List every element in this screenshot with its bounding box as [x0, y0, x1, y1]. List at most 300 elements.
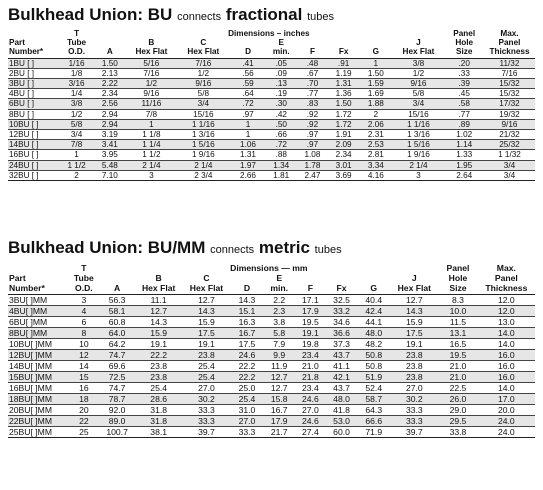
section-fractional	[8, 5, 535, 181]
header-od: O.D.	[68, 283, 99, 295]
table-cell: 2.53	[359, 140, 392, 150]
table-cell: 37.3	[326, 339, 357, 350]
table-cell: 1/8	[60, 68, 93, 78]
table-cell: 23.8	[390, 372, 438, 383]
part-number-cell: 18BU[ ]MM	[8, 394, 68, 405]
title-tubes: tubes	[314, 244, 342, 256]
header-part: Part	[9, 273, 26, 283]
table-cell: 1.69	[359, 89, 392, 99]
table-cell: 89.0	[99, 416, 134, 427]
header-j: J	[416, 38, 421, 48]
table-cell: .91	[328, 58, 359, 68]
table-cell: 2.06	[359, 119, 392, 129]
part-number-cell: 3BU[ ]MM	[8, 295, 68, 306]
table-cell: 15/32	[484, 89, 535, 99]
table-cell: .97	[230, 109, 265, 119]
table-cell: 31.8	[135, 416, 183, 427]
table-cell: 19.8	[295, 339, 326, 350]
table-cell: 14.3	[135, 317, 183, 328]
table-cell: .48	[297, 58, 328, 68]
table-cell: 1.50	[359, 68, 392, 78]
table-row	[8, 119, 535, 129]
header-tube: Tube	[73, 273, 94, 283]
header-blank	[297, 38, 328, 47]
header-e: E	[278, 38, 284, 48]
metric-table	[8, 263, 535, 438]
header-blank	[357, 273, 390, 283]
header-g: G	[357, 283, 390, 295]
table-cell: 1	[126, 119, 176, 129]
table-cell: 1 3/16	[176, 130, 230, 140]
part-number-cell: 6BU[ ]MM	[8, 317, 68, 328]
table-cell: 22	[68, 416, 99, 427]
table-cell: 25/32	[484, 140, 535, 150]
table-cell: 29.5	[438, 416, 477, 427]
table-cell: 9/16	[176, 79, 230, 89]
table-row	[8, 405, 535, 416]
header-od: O.D.	[60, 47, 93, 58]
table-cell: 1.59	[359, 79, 392, 89]
table-cell: 27.0	[295, 405, 326, 416]
table-cell: 2.56	[93, 99, 126, 109]
table-cell: 2.2	[264, 295, 295, 306]
table-cell: 17.5	[183, 328, 231, 339]
part-number-cell: 4BU[ ]MM	[8, 306, 68, 317]
table-cell: 2 1/4	[392, 160, 444, 170]
table-cell: 64.3	[357, 405, 390, 416]
table-cell: 16.0	[478, 361, 535, 372]
table-cell: 74.7	[99, 383, 134, 394]
table-cell: 24.6	[230, 350, 263, 361]
table-cell: 15/16	[176, 109, 230, 119]
table-cell: .70	[297, 79, 328, 89]
table-cell: 3/4	[484, 170, 535, 180]
table-cell: 53.0	[326, 416, 357, 427]
table-cell: 3/4	[484, 160, 535, 170]
table-cell: 22.2	[230, 361, 263, 372]
table-cell: 1.72	[328, 119, 359, 129]
header-c-hexflat: Hex Flat	[176, 47, 230, 58]
header-tube-letter: T	[74, 29, 80, 38]
header-c: C	[200, 38, 207, 48]
part-number-cell: 24BU [ ]	[8, 160, 60, 170]
table-cell: 14.3	[183, 306, 231, 317]
table-cell: 48.0	[357, 328, 390, 339]
table-cell: 1 1/32	[484, 150, 535, 160]
table-cell: 12.7	[183, 295, 231, 306]
table-cell: 12.7	[390, 295, 438, 306]
table-cell: 17/32	[484, 99, 535, 109]
header-row	[8, 263, 535, 273]
table-cell: 52.4	[357, 383, 390, 394]
table-row	[8, 372, 535, 383]
table-cell: 27.0	[230, 416, 263, 427]
table-cell: 1 1/2	[126, 150, 176, 160]
table-cell: 1/4	[60, 89, 93, 99]
table-cell: 20	[68, 405, 99, 416]
table-cell: .97	[297, 130, 328, 140]
table-cell: 1 1/2	[60, 160, 93, 170]
title-main: Bulkhead Union: BU/MM	[8, 238, 206, 257]
table-cell: 23.4	[295, 350, 326, 361]
table-cell: 14.0	[478, 339, 535, 350]
table-cell: 3/4	[60, 130, 93, 140]
header-fx: Fx	[326, 283, 357, 295]
part-number-cell: 8BU [ ]	[8, 109, 60, 119]
table-cell: 23.8	[390, 361, 438, 372]
table-cell: 1.19	[328, 68, 359, 78]
table-cell: 2 1/4	[126, 160, 176, 170]
table-cell: 3	[392, 170, 444, 180]
table-cell: .64	[230, 89, 265, 99]
fractional-table-header	[8, 29, 535, 58]
table-cell: 15/32	[484, 79, 535, 89]
table-cell: .33	[444, 68, 483, 78]
table-cell: 23.4	[295, 383, 326, 394]
table-cell: 1.06	[230, 140, 265, 150]
table-cell: 1	[230, 119, 265, 129]
table-cell: 43.7	[326, 383, 357, 394]
table-cell: 15.9	[183, 317, 231, 328]
table-cell: 19.1	[390, 339, 438, 350]
table-cell: 9/16	[484, 119, 535, 129]
header-panel: Panel	[446, 263, 470, 273]
table-cell: .30	[266, 99, 297, 109]
table-cell: 39.7	[183, 427, 231, 438]
table-cell: .66	[266, 130, 297, 140]
table-row	[8, 160, 535, 170]
table-cell: 18	[68, 394, 99, 405]
table-cell: 19.1	[183, 339, 231, 350]
part-number-cell: 10BU [ ]	[8, 119, 60, 129]
table-cell: 22.2	[135, 350, 183, 361]
table-cell: 1 9/16	[392, 150, 444, 160]
table-cell: 1	[60, 150, 93, 160]
part-number-cell: 6BU [ ]	[8, 99, 60, 109]
table-cell: 17.1	[295, 295, 326, 306]
table-cell: 1.31	[328, 79, 359, 89]
table-cell: 44.1	[357, 317, 390, 328]
table-cell: 14.3	[230, 295, 263, 306]
table-cell: 1.34	[266, 160, 297, 170]
header-tube-letter: T	[81, 263, 87, 273]
table-cell: 5/8	[392, 89, 444, 99]
table-cell: 23.8	[135, 361, 183, 372]
table-cell: 11/32	[484, 58, 535, 68]
table-cell: 1.72	[328, 109, 359, 119]
header-hole: Hole	[448, 273, 468, 283]
fractional-table-body	[8, 58, 535, 180]
table-cell: 25.0	[230, 383, 263, 394]
header-f: F	[297, 47, 328, 58]
table-cell: 12.7	[135, 306, 183, 317]
table-cell: 3	[126, 170, 176, 180]
table-cell: 21/32	[484, 130, 535, 140]
table-cell: .20	[444, 58, 483, 68]
table-cell: 3.8	[264, 317, 295, 328]
table-cell: 60.0	[326, 427, 357, 438]
metric-table-body	[8, 295, 535, 438]
table-cell: 64.2	[99, 339, 134, 350]
header-b-hexflat: Hex Flat	[126, 47, 176, 58]
header-e: E	[276, 273, 283, 283]
header-c: C	[203, 273, 210, 283]
table-cell: 48.2	[357, 339, 390, 350]
table-cell: 1	[230, 130, 265, 140]
table-cell: .92	[297, 109, 328, 119]
table-cell: 26.0	[438, 394, 477, 405]
table-cell: 1.02	[444, 130, 483, 140]
table-cell: 3.41	[93, 140, 126, 150]
header-a: A	[99, 283, 134, 295]
table-cell: 21.0	[438, 372, 477, 383]
table-cell: 1 1/16	[176, 119, 230, 129]
table-cell: .89	[444, 119, 483, 129]
table-row	[8, 383, 535, 394]
table-cell: 19.5	[438, 350, 477, 361]
table-cell: 15	[68, 372, 99, 383]
table-cell: 21.7	[264, 427, 295, 438]
table-cell: 21.8	[295, 372, 326, 383]
table-cell: 2.3	[264, 306, 295, 317]
header-dimensions: Dimensions — mm	[230, 263, 308, 273]
table-cell: 12.0	[478, 295, 535, 306]
table-cell: 1.31	[230, 150, 265, 160]
table-cell: 1.33	[444, 150, 483, 160]
table-cell: 16.7	[264, 405, 295, 416]
table-cell: .50	[266, 119, 297, 129]
table-cell: 1.50	[93, 58, 126, 68]
title-connects: connects	[177, 11, 222, 23]
header-fx: Fx	[328, 47, 359, 58]
table-cell: 2 3/4	[176, 170, 230, 180]
table-cell: 5/8	[60, 119, 93, 129]
table-row	[8, 99, 535, 109]
table-cell: 23.8	[183, 350, 231, 361]
table-cell: 1 1/8	[126, 130, 176, 140]
table-cell: 2	[359, 109, 392, 119]
header-blank	[99, 273, 134, 283]
table-cell: 22.5	[438, 383, 477, 394]
table-cell: 72.5	[99, 372, 134, 383]
table-cell: 2.47	[297, 170, 328, 180]
table-cell: 3/8	[60, 99, 93, 109]
part-number-cell: 16BU [ ]	[8, 150, 60, 160]
table-cell: 60.8	[99, 317, 134, 328]
table-cell: 3.19	[93, 130, 126, 140]
table-cell: 33.3	[230, 427, 263, 438]
table-cell: 1 9/16	[176, 150, 230, 160]
table-cell: 23.8	[135, 372, 183, 383]
table-cell: 1 1/16	[392, 119, 444, 129]
table-cell: 4.16	[359, 170, 392, 180]
part-number-cell: 2BU [ ]	[8, 68, 60, 78]
table-cell: .56	[230, 68, 265, 78]
table-cell: 9.9	[264, 350, 295, 361]
table-cell: 14.0	[478, 328, 535, 339]
table-cell: 2.09	[328, 140, 359, 150]
table-cell: 10.0	[438, 306, 477, 317]
table-cell: 7.10	[93, 170, 126, 180]
table-cell: .42	[266, 109, 297, 119]
table-cell: 30.2	[390, 394, 438, 405]
table-cell: 24.0	[478, 416, 535, 427]
table-row	[8, 109, 535, 119]
table-cell: 2.94	[93, 119, 126, 129]
table-cell: 21.0	[438, 361, 477, 372]
table-cell: 3.69	[328, 170, 359, 180]
table-cell: 3	[68, 295, 99, 306]
part-number-cell: 8BU[ ]MM	[8, 328, 68, 339]
header-blank	[8, 29, 60, 38]
table-cell: 58.7	[357, 394, 390, 405]
title-connects: connects	[210, 244, 255, 256]
table-cell: 29.0	[438, 405, 477, 416]
table-cell: 4	[68, 306, 99, 317]
table-cell: 5/16	[126, 58, 176, 68]
header-row	[8, 283, 535, 295]
table-cell: 1.36	[328, 89, 359, 99]
table-cell: 58.1	[99, 306, 134, 317]
table-cell: 1 3/16	[392, 130, 444, 140]
header-b-hexflat: Hex Flat	[135, 283, 183, 295]
table-cell: 13.1	[438, 328, 477, 339]
table-cell: 12.0	[478, 306, 535, 317]
part-number-cell: 12BU[ ]MM	[8, 350, 68, 361]
metric-table-header	[8, 263, 535, 295]
table-row	[8, 339, 535, 350]
table-cell: 24.0	[478, 427, 535, 438]
table-cell: 25.4	[230, 394, 263, 405]
header-g: G	[359, 47, 392, 58]
table-cell: 1 1/4	[126, 140, 176, 150]
table-cell: 10	[68, 339, 99, 350]
header-j-hexflat: Hex Flat	[392, 47, 444, 58]
table-cell: 11/16	[126, 99, 176, 109]
header-number: Number*	[8, 283, 68, 295]
table-cell: 16	[68, 383, 99, 394]
table-cell: 27.4	[295, 427, 326, 438]
header-panel2: Panel	[494, 273, 518, 283]
table-cell: 43.7	[326, 350, 357, 361]
part-number-cell: 16BU[ ]MM	[8, 383, 68, 394]
table-cell: 34.6	[326, 317, 357, 328]
table-cell: 51.9	[357, 372, 390, 383]
table-cell: 33.3	[183, 416, 231, 427]
header-panel2: Panel	[498, 38, 521, 48]
part-number-cell: 32BU [ ]	[8, 170, 60, 180]
table-cell: 17.9	[264, 416, 295, 427]
header-row	[8, 38, 535, 47]
table-cell: 12.7	[264, 383, 295, 394]
table-cell: 11.9	[264, 361, 295, 372]
table-cell: 25.4	[183, 361, 231, 372]
table-cell: 42.1	[326, 372, 357, 383]
table-cell: .41	[230, 58, 265, 68]
table-cell: 33.3	[183, 405, 231, 416]
table-cell: .19	[266, 89, 297, 99]
table-cell: 1.97	[230, 160, 265, 170]
table-cell: 40.4	[357, 295, 390, 306]
header-number: Number*	[8, 47, 60, 58]
header-dimensions: Dimensions – inches	[228, 29, 310, 38]
table-row	[8, 394, 535, 405]
part-number-cell: 3BU [ ]	[8, 79, 60, 89]
table-cell: 16.0	[478, 372, 535, 383]
table-cell: .92	[297, 119, 328, 129]
table-cell: 12.7	[264, 372, 295, 383]
table-row	[8, 328, 535, 339]
table-cell: 24.6	[295, 416, 326, 427]
table-cell: 9/16	[126, 89, 176, 99]
table-cell: .59	[230, 79, 265, 89]
table-cell: 1.50	[328, 99, 359, 109]
header-max: Max.	[500, 29, 519, 38]
table-cell: 27.0	[390, 383, 438, 394]
header-b: B	[148, 38, 155, 48]
table-cell: 33.3	[390, 416, 438, 427]
table-cell: 2.66	[230, 170, 265, 180]
table-cell: 1 5/16	[176, 140, 230, 150]
table-cell: 15.9	[390, 317, 438, 328]
table-cell: 56.3	[99, 295, 134, 306]
table-cell: 11.5	[438, 317, 477, 328]
table-cell: 69.6	[99, 361, 134, 372]
table-cell: 22.2	[230, 372, 263, 383]
table-cell: 32.5	[326, 295, 357, 306]
header-blank	[230, 273, 263, 283]
table-cell: .67	[297, 68, 328, 78]
header-blank	[93, 38, 126, 47]
table-cell: 74.7	[99, 350, 134, 361]
header-blank	[295, 273, 326, 283]
table-cell: 1/2	[392, 68, 444, 78]
table-row	[8, 140, 535, 150]
table-cell: 2.34	[328, 150, 359, 160]
table-cell: 9/16	[392, 79, 444, 89]
header-j-hexflat: Hex Flat	[390, 283, 438, 295]
table-cell: 25.4	[135, 383, 183, 394]
header-e-min: min.	[266, 47, 297, 58]
table-cell: .45	[444, 89, 483, 99]
table-cell: 5.8	[264, 328, 295, 339]
table-cell: 1/2	[176, 68, 230, 78]
table-cell: 7/16	[176, 58, 230, 68]
table-cell: .77	[297, 89, 328, 99]
table-cell: .58	[444, 99, 483, 109]
header-blank	[8, 263, 68, 273]
table-cell: 20.0	[478, 405, 535, 416]
header-f: F	[295, 283, 326, 295]
table-cell: 2	[60, 170, 93, 180]
table-cell: 1.78	[297, 160, 328, 170]
table-cell: 24.6	[295, 394, 326, 405]
table-cell: 28.6	[135, 394, 183, 405]
title-unit: metric	[258, 238, 310, 257]
table-cell: .72	[266, 140, 297, 150]
part-number-cell: 1BU [ ]	[8, 58, 60, 68]
header-blank	[359, 38, 392, 47]
table-cell: 25.4	[183, 372, 231, 383]
header-size: Size	[438, 283, 477, 295]
header-a: A	[93, 47, 126, 58]
table-cell: .09	[266, 68, 297, 78]
table-row	[8, 416, 535, 427]
header-e-min: min.	[264, 283, 295, 295]
table-cell: 8	[68, 328, 99, 339]
part-number-cell: 15BU[ ]MM	[8, 372, 68, 383]
part-number-cell: 14BU[ ]MM	[8, 361, 68, 372]
